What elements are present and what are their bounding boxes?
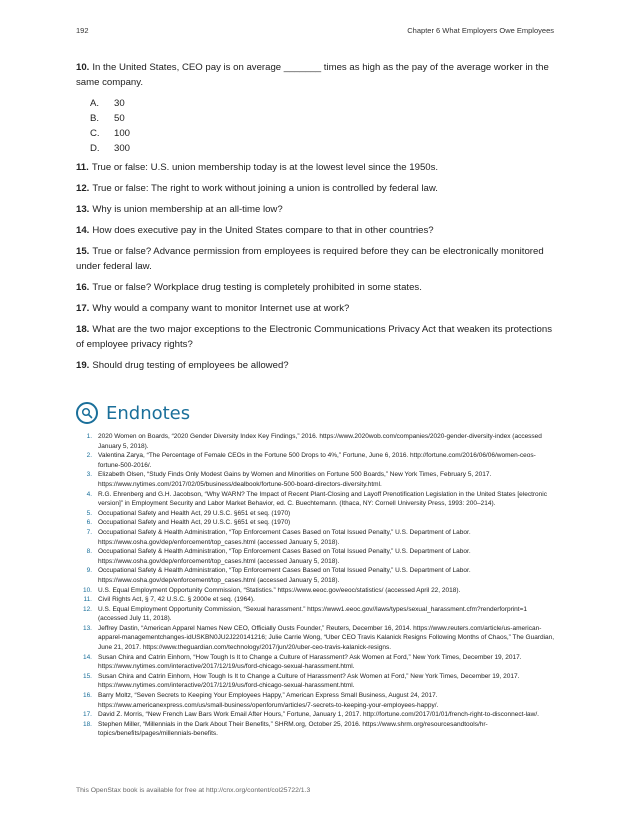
endnote-item: [76, 624, 556, 653]
endnote-item: [76, 586, 556, 596]
question-text: In the United States, CEO pay is on average _______ times as high as the pay of the average worker in the same company.: [76, 62, 549, 88]
question-text: How does executive pay in the United States compare to that in other countries?: [92, 225, 434, 236]
option-letter: A.: [90, 98, 100, 109]
endnote-item: [76, 528, 556, 547]
endnote-text: R.G. Ehrenberg and G.H. Jacobson, “Why WARN? The Impact of Recent Plant-Closing and Layoff Prenotification Legislation in the United States [electronic version]” in Employment Security and Labor Market Behavior, ed. C. Buechtemann. (Ithaca, NY: Cornell University Press, 1993: 200–214).: [98, 490, 547, 508]
endnote-item: [76, 720, 556, 739]
endnote-text: Stephen Miller, “Millennials in the Dark About Their Benefits,” SHRM.org, October 25, 2016. https://www.shrm.org/resourcesandtools/hr-topics/benefits/pages/millennials-benefits.: [98, 720, 488, 738]
endnote-item: [76, 710, 556, 720]
endnote-text: 2020 Women on Boards, “2020 Gender Diversity Index Key Findings,” 2016. https://www.2020wob.com/companies/2020-gender-diversity-index (accessed January 5, 2018).: [98, 433, 542, 450]
option-text: 100: [114, 128, 131, 139]
endnotes-title: Endnotes: [106, 402, 191, 424]
endnote-number: 16.: [82, 692, 92, 700]
endnote-item: [76, 605, 556, 624]
endnote-text: U.S. Equal Employment Opportunity Commission, “Sexual harassment.” https://www1.eeoc.gov//laws/types/sexual_harassment.cfm?renderforprint=1 (accessed July 11, 2018).: [98, 605, 528, 623]
question-item: [76, 202, 556, 217]
answer-option: [90, 126, 556, 141]
question-item: [76, 358, 556, 373]
endnote-number: 7.: [86, 528, 92, 536]
option-letter: C.: [90, 128, 100, 139]
endnote-item: [76, 470, 556, 489]
endnote-number: 14.: [82, 653, 92, 661]
question-text: Why would a company want to monitor Internet use at work?: [92, 303, 350, 314]
option-text: 50: [114, 113, 125, 124]
question-number: 12.: [76, 183, 90, 194]
endnotes-header: [76, 402, 190, 424]
review-questions: [76, 60, 556, 379]
question-item: [76, 223, 556, 238]
endnote-number: 6.: [86, 519, 92, 527]
question-item: [76, 160, 556, 175]
endnote-number: 5.: [86, 509, 92, 517]
question-item: [76, 280, 556, 295]
question-item: [76, 60, 556, 90]
question-text: Should drug testing of employees be allowed?: [92, 360, 289, 371]
endnote-text: Occupational Safety & Health Administration, “Top Enforcement Cases Based on Total Issued Penalty,” U.S. Department of Labor. https://www.osha.gov/dep/enforcement/top_cases.html (accessed January 5, 2018).: [98, 528, 471, 546]
option-letter: B.: [90, 113, 100, 124]
endnote-item: [76, 432, 556, 451]
question-text: True or false? Workplace drug testing is completely prohibited in some states.: [92, 282, 422, 293]
endnote-item: [76, 595, 556, 605]
endnote-item: [76, 566, 556, 585]
endnote-number: 10.: [82, 586, 92, 594]
endnote-number: 12.: [82, 605, 92, 613]
question-number: 13.: [76, 204, 90, 215]
endnote-item: [76, 509, 556, 519]
option-text: 30: [114, 98, 125, 109]
answer-options: [76, 96, 556, 156]
endnote-number: 18.: [82, 720, 92, 728]
question-item: [76, 322, 556, 352]
answer-option: [90, 96, 556, 111]
endnote-text: Elizabeth Olsen, “Study Finds Only Modest Gains by Women and Minorities on Fortune 500 Boards,” New York Times, February 5, 2017. https://www.nytimes.com/2017/02/05/business/dealbook/fortune-500-board-directors-diversity.html.: [98, 471, 492, 488]
question-item: [76, 301, 556, 316]
endnote-text: Susan Chira and Catrin Einhorn, How Tough Is It to Change a Culture of Harassment? Ask Women at Ford,” New York Times, December 19, 2017. https://www.nytimes.com/interactive/2017/12/19/us/ford-chicago-sexual-harassment.html.: [98, 672, 520, 690]
endnote-number: 2.: [86, 452, 92, 460]
endnote-number: 15.: [82, 672, 92, 680]
question-text: True or false? Advance permission from employees is required before they can be electronically monitored under federal law.: [76, 246, 544, 272]
question-number: 16.: [76, 282, 90, 293]
question-number: 18.: [76, 324, 90, 335]
question-number: 11.: [76, 162, 89, 173]
endnote-item: [76, 490, 556, 509]
endnote-number: 17.: [82, 711, 92, 719]
endnote-number: 11.: [83, 596, 92, 604]
endnote-text: Occupational Safety & Health Administration, “Top Enforcement Cases Based on Total Issued Penalty,” U.S. Department of Labor. https://www.osha.gov/dep/enforcement/top_cases.html (accessed January 5, 2018).: [98, 548, 471, 565]
question-number: 15.: [76, 246, 90, 257]
question-item: [76, 181, 556, 196]
endnote-item: [76, 451, 556, 470]
endnote-number: 13.: [82, 624, 92, 632]
endnote-text: Susan Chira and Catrin Einhorn, “How Tough Is It to Change a Culture of Harassment? Ask Women at Ford,” New York Times, December 19, 2017. https://www.nytimes.com/interactive/2017/12/19/us/ford-chicago-sexual-harassment.html.: [98, 653, 522, 671]
question-number: 14.: [76, 225, 90, 236]
question-number: 10.: [76, 62, 90, 73]
endnote-number: 4.: [86, 490, 92, 498]
option-letter: D.: [90, 143, 100, 154]
chapter-title: Chapter 6 What Employers Owe Employees: [407, 26, 554, 35]
endnote-text: Valentina Zarya, “The Percentage of Female CEOs in the Fortune 500 Drops to 4%,” Fortune, June 6, 2016. http://fortune.com/2016/06/06/women-ceos-fortune-500-2016/.: [98, 452, 536, 469]
endnote-item: [76, 691, 556, 710]
endnote-text: U.S. Equal Employment Opportunity Commission, “Statistics.” https://www.eeoc.gov/eeoc/statistics/ (accessed April 22, 2018).: [98, 586, 461, 594]
endnotes-list: [76, 432, 556, 739]
endnote-item: [76, 518, 556, 528]
answer-option: [90, 111, 556, 126]
endnote-text: David Z. Morris, “New French Law Bars Work Email After Hours,” Fortune, January 1, 2017. http://fortune.com/2017/01/01/french-right-to-disconnect-law/.: [98, 711, 539, 719]
endnote-number: 3.: [86, 471, 92, 479]
endnote-item: [76, 547, 556, 566]
question-text: Why is union membership at an all-time low?: [92, 204, 283, 215]
question-number: 17.: [76, 303, 90, 314]
endnote-text: Barry Moltz, “Seven Secrets to Keeping Your Employees Happy,” American Express Small Business, August 24, 2017. https://www.americanexpress.com/us/small-business/openforum/articles/7-secrets-to-keeping-your-employees-happy/.: [98, 692, 439, 709]
endnote-text: Occupational Safety & Health Administration, “Top Enforcement Cases Based on Total Issued Penalty,” U.S. Department of Labor. https://www.osha.gov/dep/enforcement/top_cases.html (accessed January 5, 2018).: [98, 567, 471, 584]
endnote-text: Occupational Safety and Health Act, 29 U.S.C. §651 et seq. (1970): [98, 509, 291, 517]
page-number: 192: [76, 26, 89, 35]
endnote-text: Occupational Safety and Health Act, 29 U.S.C. §651 et seq. (1970): [98, 519, 291, 527]
endnote-number: 1.: [86, 433, 92, 440]
endnote-item: [76, 672, 556, 691]
question-number: 19.: [76, 360, 90, 371]
footer-text: This OpenStax book is available for free at http://cnx.org/content/col25722/1.3: [76, 787, 311, 794]
search-icon: [76, 402, 98, 424]
endnote-number: 9.: [86, 567, 92, 575]
question-text: True or false: The right to work without joining a union is controlled by federal law.: [92, 183, 438, 194]
endnote-number: 8.: [86, 548, 92, 556]
question-text: True or false: U.S. union membership today is at the lowest level since the 1950s.: [91, 162, 439, 173]
endnote-item: [76, 653, 556, 672]
answer-option: [90, 141, 556, 156]
question-text: What are the two major exceptions to the Electronic Communications Privacy Act that weaken its protections of employee privacy rights?: [76, 324, 552, 350]
option-text: 300: [114, 143, 131, 154]
endnote-text: Jeffrey Dastin, “American Apparel Names New CEO, Officially Ousts Founder,” Reuters, December 16, 2014. https://www.reuters.com/article/us-american-apparel-managementchanges-idUSKBN0JU2J220141216; Julie Carrie Wong, “Uber CEO Travis Kalanick Resigns Following Months of Chaos,” The Guardian, June 21, 2017. https://www.theguardian.com/technology/2017/jun/20/uber-ceo-travis-kalanick-resigns.: [98, 624, 555, 652]
question-item: [76, 244, 556, 274]
endnote-text: Civil Rights Act, § 7, 42 U.S.C. § 2000e et seq. (1964).: [98, 596, 255, 604]
